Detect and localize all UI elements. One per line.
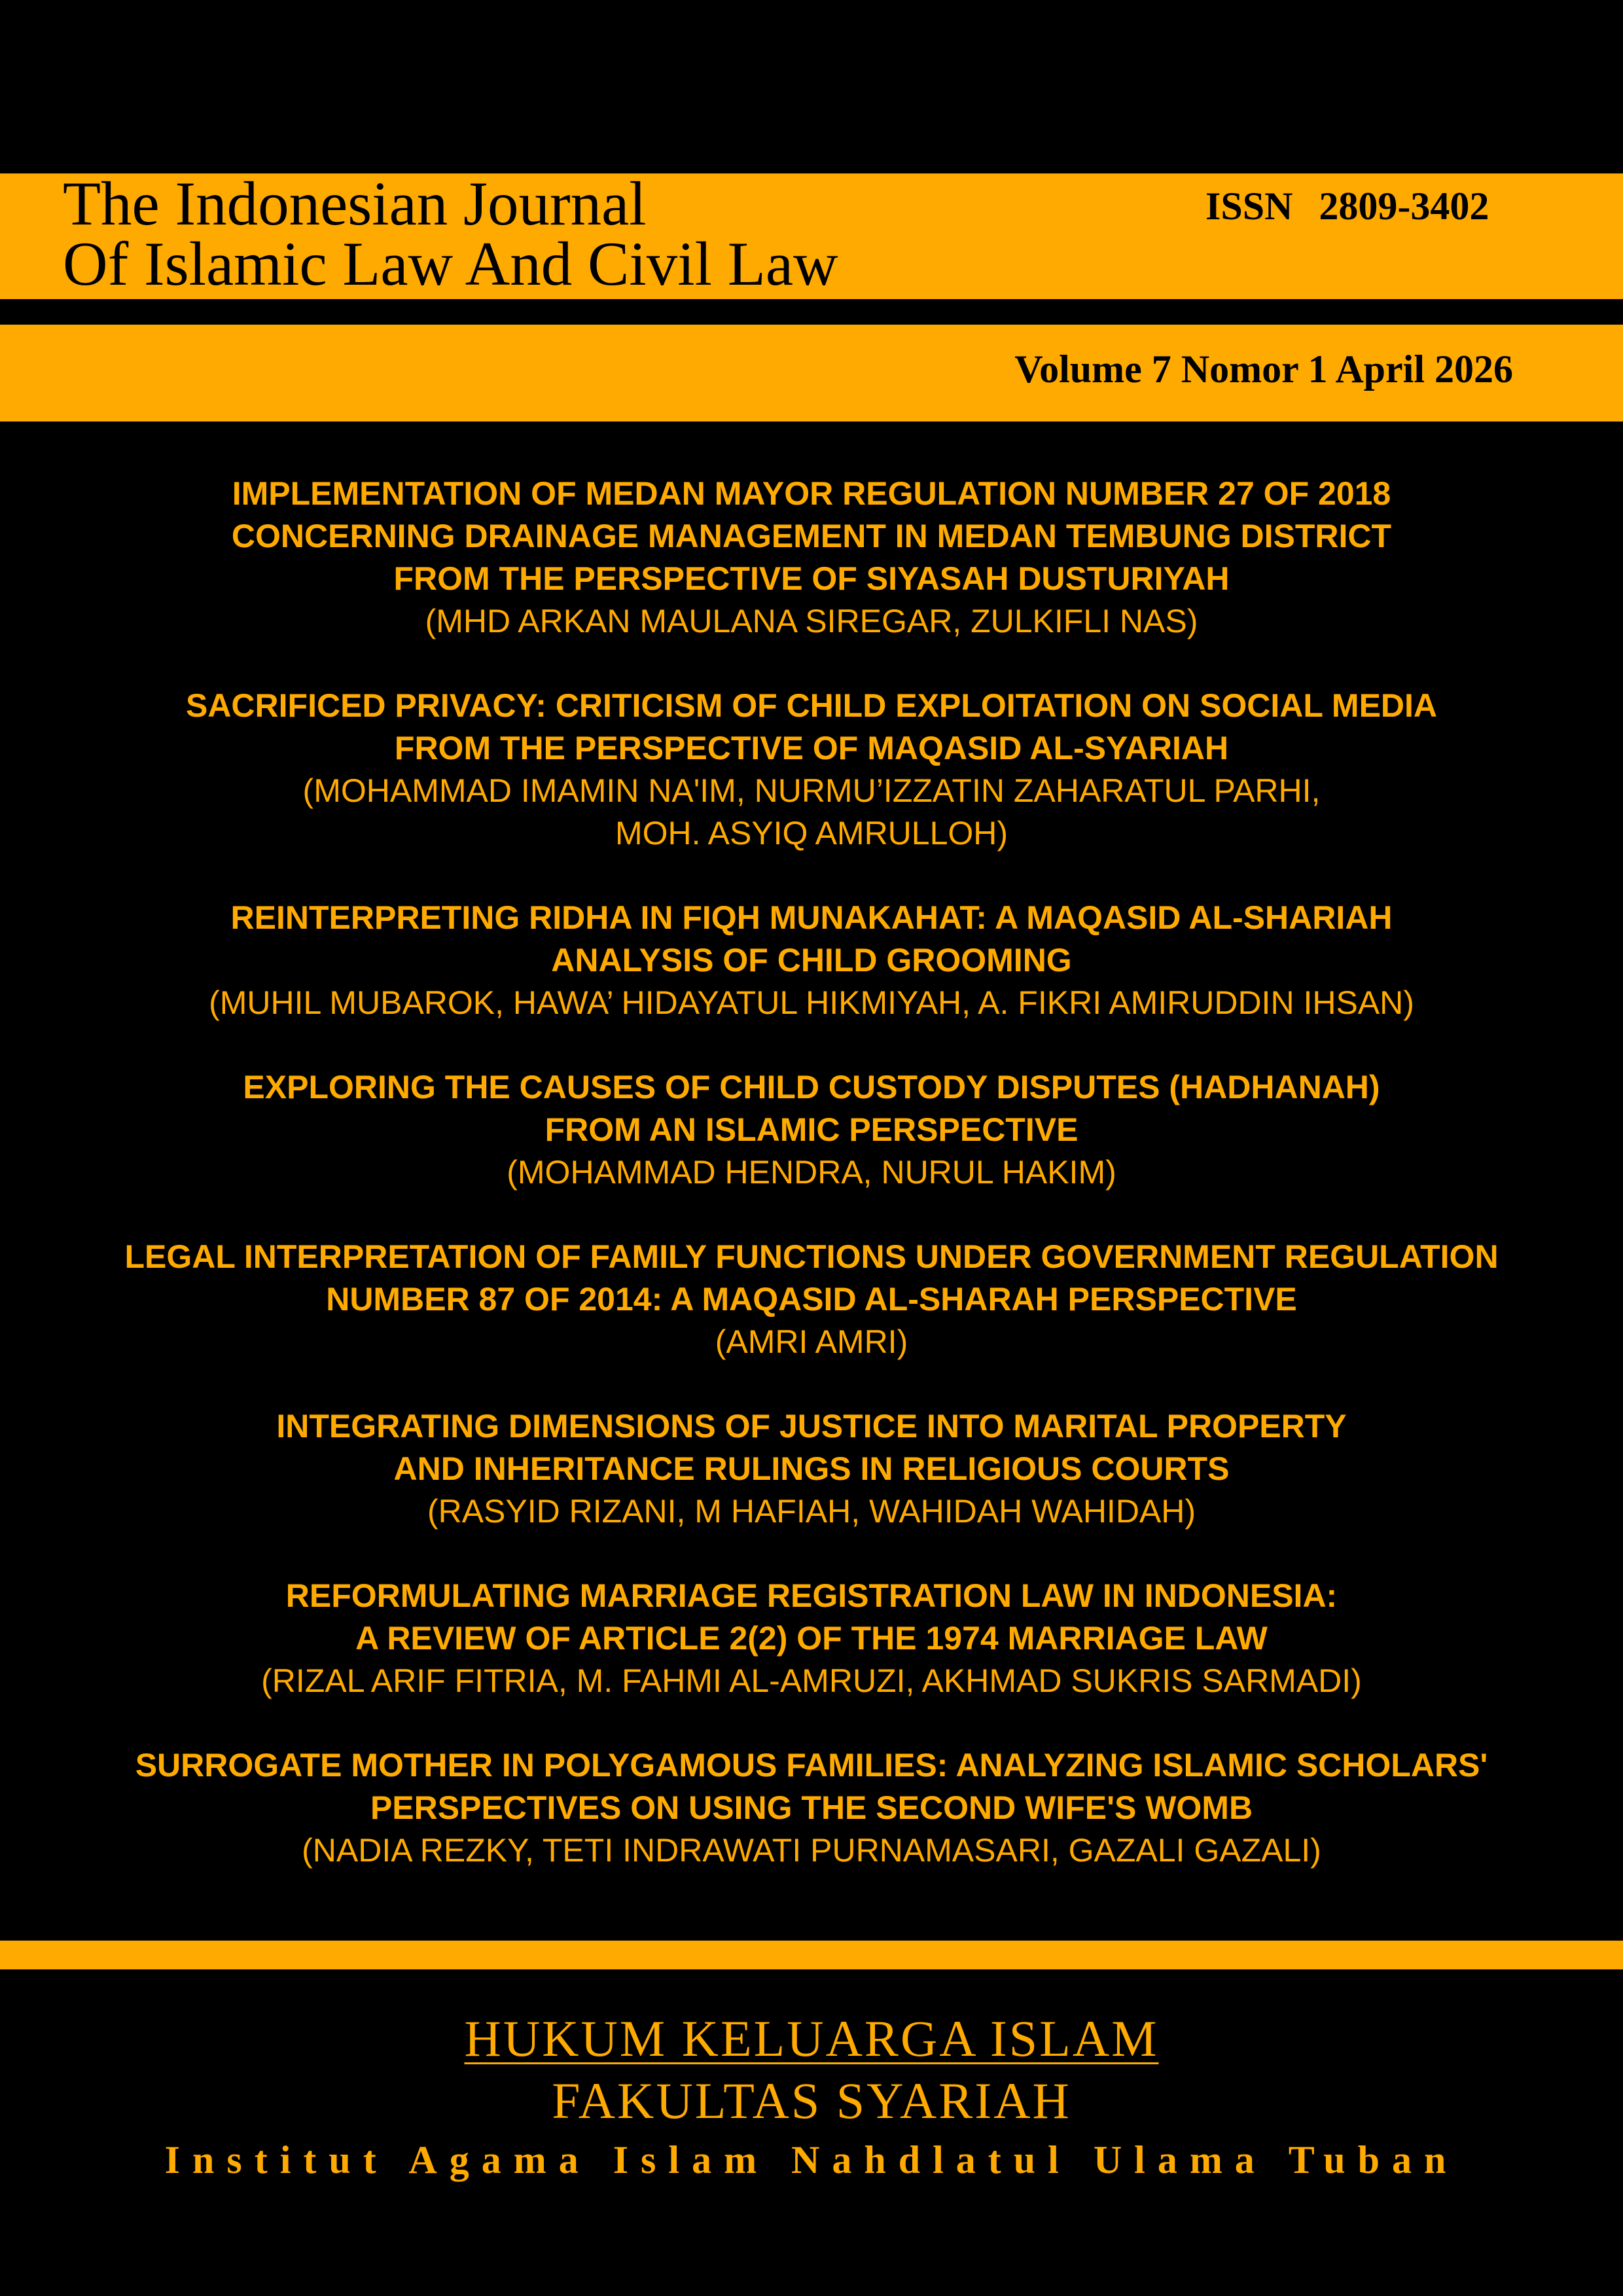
article-authors-line: (MOHAMMAD IMAMIN NA'IM, NURMU’IZZATIN ZAHARATUL PARHI, xyxy=(302,772,1321,809)
table-of-contents xyxy=(0,473,1623,1914)
article-title-line: SURROGATE MOTHER IN POLYGAMOUS FAMILIES: ANALYZING ISLAMIC SCHOLARS' xyxy=(135,1747,1488,1784)
article-authors-line: (MUHIL MUBAROK, HAWA’ HIDAYATUL HIKMIYAH, A. FIKRI AMIRUDDIN IHSAN) xyxy=(209,984,1414,1021)
article-entry xyxy=(0,1744,1623,1872)
volume-issue-date: Volume 7 Nomor 1 April 2026 xyxy=(1014,348,1513,391)
article-entry xyxy=(0,1236,1623,1363)
article-title-line: FROM THE PERSPECTIVE OF MAQASID AL-SYARIAH xyxy=(394,730,1229,766)
issn-number: 2809-3402 xyxy=(1319,185,1489,228)
footer-divider xyxy=(0,1941,1623,1969)
article-entry xyxy=(0,1405,1623,1533)
article-title-line: IMPLEMENTATION OF MEDAN MAYOR REGULATION NUMBER 27 OF 2018 xyxy=(232,475,1391,512)
issn xyxy=(1205,183,1489,229)
article-entry xyxy=(0,1066,1623,1194)
faculty-name: FAKULTAS SYARIAH xyxy=(552,2072,1071,2129)
article-title-line: EXPLORING THE CAUSES OF CHILD CUSTODY DISPUTES (HADHANAH) xyxy=(243,1069,1380,1105)
article-title-line: CONCERNING DRAINAGE MANAGEMENT IN MEDAN TEMBUNG DISTRICT xyxy=(231,518,1392,554)
article-title-line: ANALYSIS OF CHILD GROOMING xyxy=(551,942,1072,978)
article-entry xyxy=(0,897,1623,1024)
article-title-line: A REVIEW OF ARTICLE 2(2) OF THE 1974 MARRIAGE LAW xyxy=(355,1620,1268,1657)
article-authors-line: (RASYID RIZANI, M HAFIAH, WAHIDAH WAHIDAH) xyxy=(427,1493,1196,1530)
journal-title-line-1: The Indonesian Journal xyxy=(63,169,647,238)
article-authors-line: MOH. ASYIQ AMRULLOH) xyxy=(615,815,1008,852)
article-authors-line: (AMRI AMRI) xyxy=(715,1323,908,1360)
article-title-line: AND INHERITANCE RULINGS IN RELIGIOUS COURTS xyxy=(393,1450,1230,1487)
article-title-line: INTEGRATING DIMENSIONS OF JUSTICE INTO MARITAL PROPERTY xyxy=(276,1408,1347,1444)
article-title-line: NUMBER 87 OF 2014: A MAQASID AL-SHARAH PERSPECTIVE xyxy=(326,1281,1297,1318)
article-title-line: LEGAL INTERPRETATION OF FAMILY FUNCTIONS UNDER GOVERNMENT REGULATION xyxy=(124,1238,1499,1275)
study-program: HUKUM KELUARGA ISLAM xyxy=(464,2010,1159,2067)
article-authors-line: (RIZAL ARIF FITRIA, M. FAHMI AL-AMRUZI, AKHMAD SUKRIS SARMADI) xyxy=(261,1662,1362,1699)
article-title-line: PERSPECTIVES ON USING THE SECOND WIFE'S WOMB xyxy=(370,1789,1253,1826)
journal-title-line-2: Of Islamic Law And Civil Law xyxy=(63,229,838,298)
article-entry xyxy=(0,1575,1623,1702)
article-authors-line: (MOHAMMAD HENDRA, NURUL HAKIM) xyxy=(507,1154,1116,1191)
institute-name: Institut Agama Islam Nahdlatul Ulama Tuban xyxy=(164,2138,1459,2181)
article-entry xyxy=(0,473,1623,643)
article-title-line: REFORMULATING MARRIAGE REGISTRATION LAW IN INDONESIA: xyxy=(285,1577,1338,1614)
article-entry xyxy=(0,685,1623,855)
issn-label: ISSN xyxy=(1205,185,1293,228)
article-title-line: REINTERPRETING RIDHA IN FIQH MUNAKAHAT: A MAQASID AL-SHARIAH xyxy=(230,899,1393,936)
article-title-line: FROM THE PERSPECTIVE OF SIYASAH DUSTURIYAH xyxy=(393,560,1230,597)
article-authors-line: (NADIA REZKY, TETI INDRAWATI PURNAMASARI, GAZALI GAZALI) xyxy=(302,1832,1321,1869)
article-authors-line: (MHD ARKAN MAULANA SIREGAR, ZULKIFLI NAS) xyxy=(425,603,1198,639)
journal-title xyxy=(63,169,838,298)
article-title-line: SACRIFICED PRIVACY: CRITICISM OF CHILD EXPLOITATION ON SOCIAL MEDIA xyxy=(185,687,1438,724)
article-title-line: FROM AN ISLAMIC PERSPECTIVE xyxy=(544,1111,1079,1148)
